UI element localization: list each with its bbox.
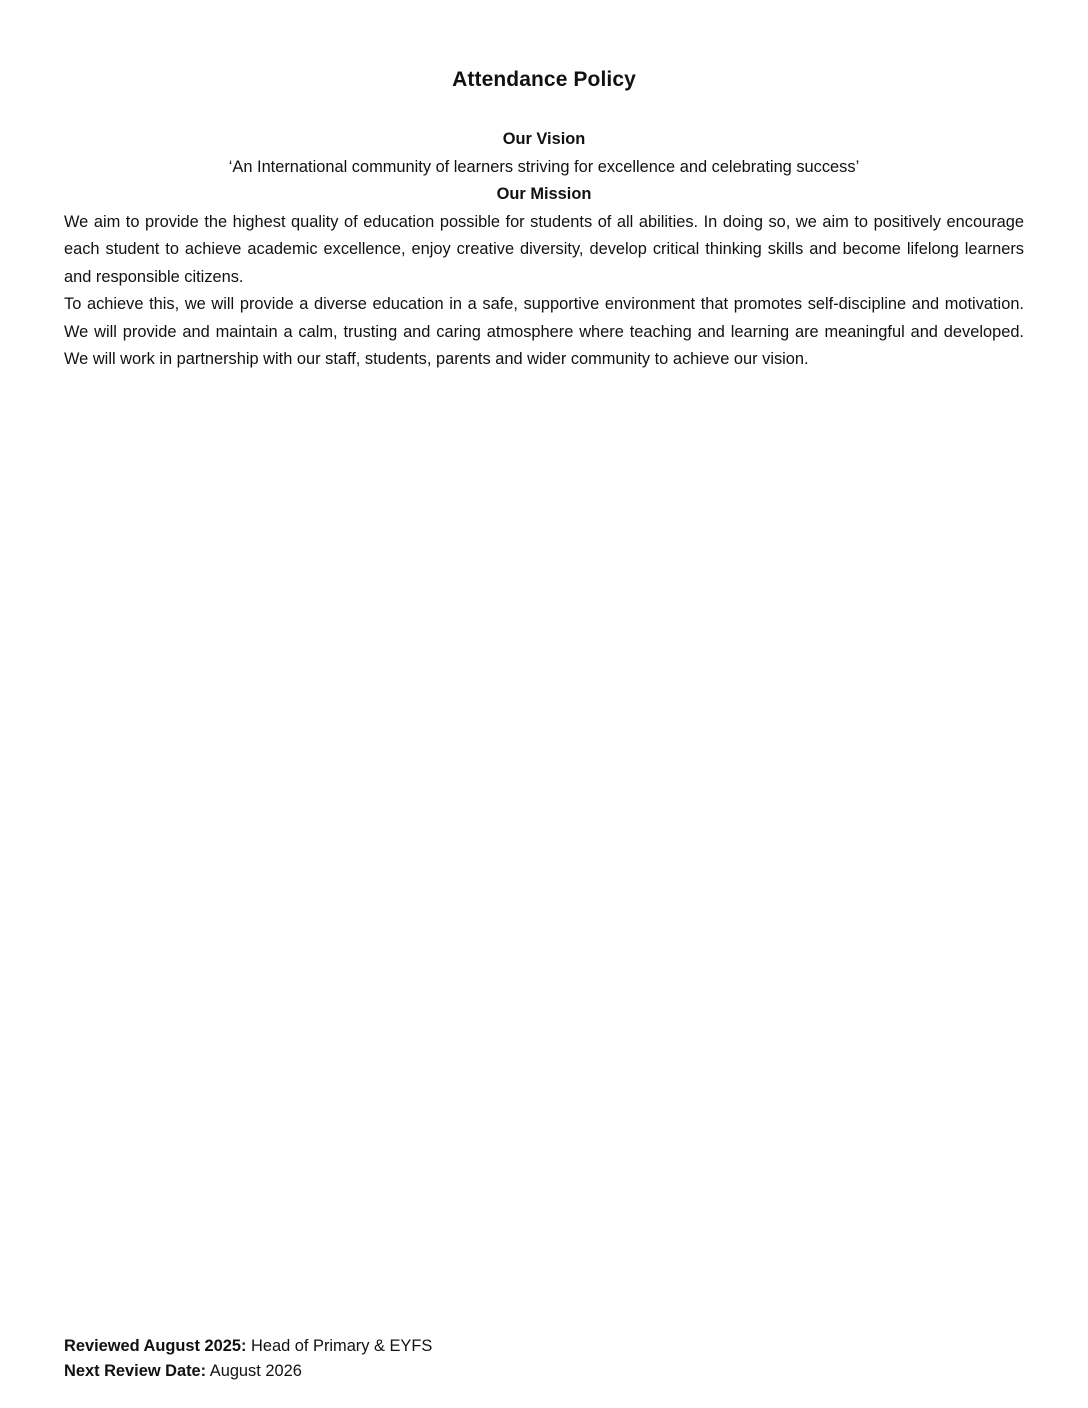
mission-heading: Our Mission bbox=[496, 185, 592, 203]
next-review-label: Next Review Date: bbox=[64, 1362, 207, 1380]
reviewed-label: Reviewed August 2025: bbox=[64, 1337, 247, 1355]
reviewed-line bbox=[64, 1334, 964, 1359]
next-review-value: August 2026 bbox=[209, 1362, 302, 1380]
mission-paragraph-2: To achieve this, we will provide a diverse education in a safe, supportive environment that promotes self-discipline and motivation. We will provide and maintain a calm, trusting and caring atmosphere where teaching and learning are meaningful and developed. We will work in partnership with our staff, students, parents and wider community to achieve our vision. bbox=[64, 295, 1024, 368]
review-footer bbox=[64, 1334, 964, 1384]
vision-heading: Our Vision bbox=[502, 130, 586, 148]
next-review-line bbox=[64, 1359, 964, 1384]
reviewed-value: Head of Primary & EYFS bbox=[251, 1337, 433, 1355]
mission-paragraph-1: We aim to provide the highest quality of education possible for students of all abilities. In doing so, we aim to positively encourage each student to achieve academic excellence, enjoy creative diversity, develop critical thinking skills and become lifelong learners and responsible citizens. bbox=[64, 212, 1024, 286]
document-title: Attendance Policy bbox=[452, 68, 636, 91]
vision-statement: ‘An International community of learners striving for excellence and celebrating success’ bbox=[228, 157, 860, 176]
document-body bbox=[64, 126, 1024, 374]
